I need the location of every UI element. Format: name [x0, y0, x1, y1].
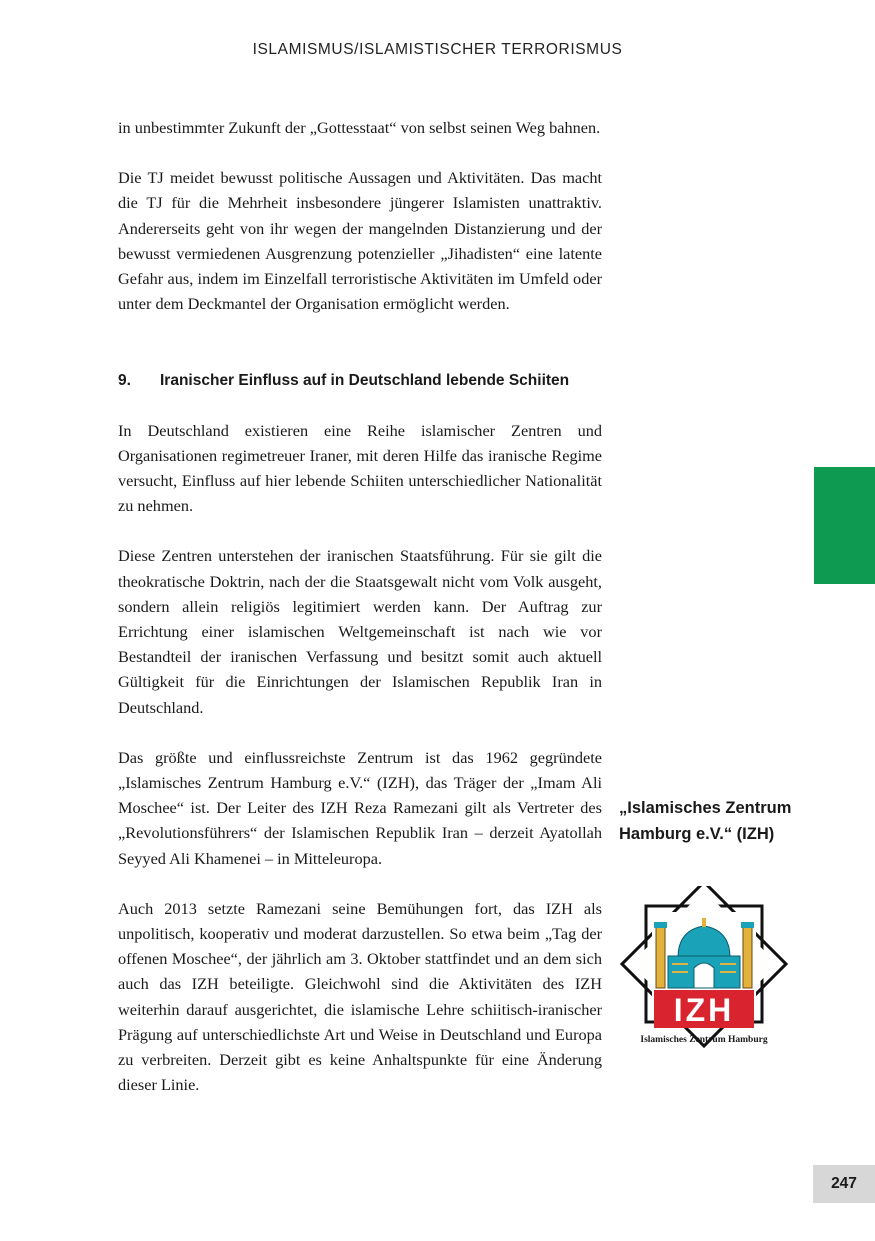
- running-header: ISLAMISMUS/ISLAMISTISCHER TERRORISMUS: [252, 41, 623, 58]
- paragraph: Diese Zentren unterstehen der iranischen Staatsführung. Für sie gilt die theokratische Doktrin, nach der die Staatsgewalt nicht vom Volk ausgeht, sondern allein religiös legitimiert werden kann. Der Auftrag zur Errichtung einer islamischen Weltgemeinschaft ist nach wie vor Bestandteil der iranischen Verfassung und besitzt somit auch aktuell Gültigkeit für die Einrichtungen der Islamischen Republik Iran in Deutschland.: [118, 546, 602, 717]
- paragraph: in unbestimmter Zukunft der „Gottesstaat“ von selbst seinen Weg bahnen.: [118, 118, 601, 137]
- logo-caption: Islamisches Zentrum Hamburg: [640, 1035, 768, 1045]
- paragraph: In Deutschland existieren eine Reihe islamischer Zentren und Organisationen regimetreuer Iraner, mit deren Hilfe das iranische Regime versucht, Einfluss auf hier lebende Schiiten unterschiedlicher Nationalität zu nehmen.: [118, 420, 602, 516]
- margin-heading: „Islamisches Zentrum Hamburg e.V.“ (IZH): [619, 799, 792, 843]
- page-number: 247: [813, 1165, 875, 1203]
- main-text-column: [118, 115, 602, 1123]
- section-title: Iranischer Einfluss auf in Deutschland lebende Schiiten: [160, 372, 570, 390]
- paragraph: Das größte und einflussreichste Zentrum ist das 1962 gegründete „Islamisches Zentrum Hamburg e.V.“ (IZH), das Träger der „Imam Ali Moschee“ ist. Der Leiter des IZH Reza Ramezani gilt als Vertreter des „Revolutionsführers“ der Islamischen Republik Iran – derzeit Ayatollah Seyyed Ali Khamenei – in Mitteleuropa.: [118, 747, 602, 868]
- paragraph: Die TJ meidet bewusst politische Aussagen und Aktivitäten. Das macht die TJ für die Mehrheit insbesondere jüngerer Islamisten unattraktiv. Andererseits geht von ihr wegen der mangelnden Distanzierung und der bewusst vermiedenen Ausgrenzung potenzieller „Jihadisten“ eine latente Gefahr aus, indem im Einzelfall terroristische Aktivitäten im Umfeld oder unter dem Deckmantel der Organisation ermöglicht werden.: [118, 168, 602, 314]
- logo-acronym: IZH: [673, 992, 735, 1028]
- paragraph: Auch 2013 setzte Ramezani seine Bemühungen fort, das IZH als unpolitisch, kooperativ und moderat darzustellen. So etwa beim „Tag der offenen Moschee“, der jährlich am 3. Oktober stattfindet und an dem sich auch das IZH beteiligte. Gleichwohl sind die Aktivitäten des IZH weiterhin darauf ausgerichtet, die islamische Lehre schiitisch-iranischer Prägung auf unterschiedlichste Art und Weise in Deutschland und Europa zu verbreiten. Derzeit gibt es keine Anhaltspunkte für eine Änderung dieser Linie.: [118, 898, 602, 1095]
- izh-logo: [616, 886, 792, 1048]
- section-number: 9.: [118, 372, 131, 390]
- chapter-color-tab: [814, 467, 875, 584]
- section-heading: [118, 368, 602, 393]
